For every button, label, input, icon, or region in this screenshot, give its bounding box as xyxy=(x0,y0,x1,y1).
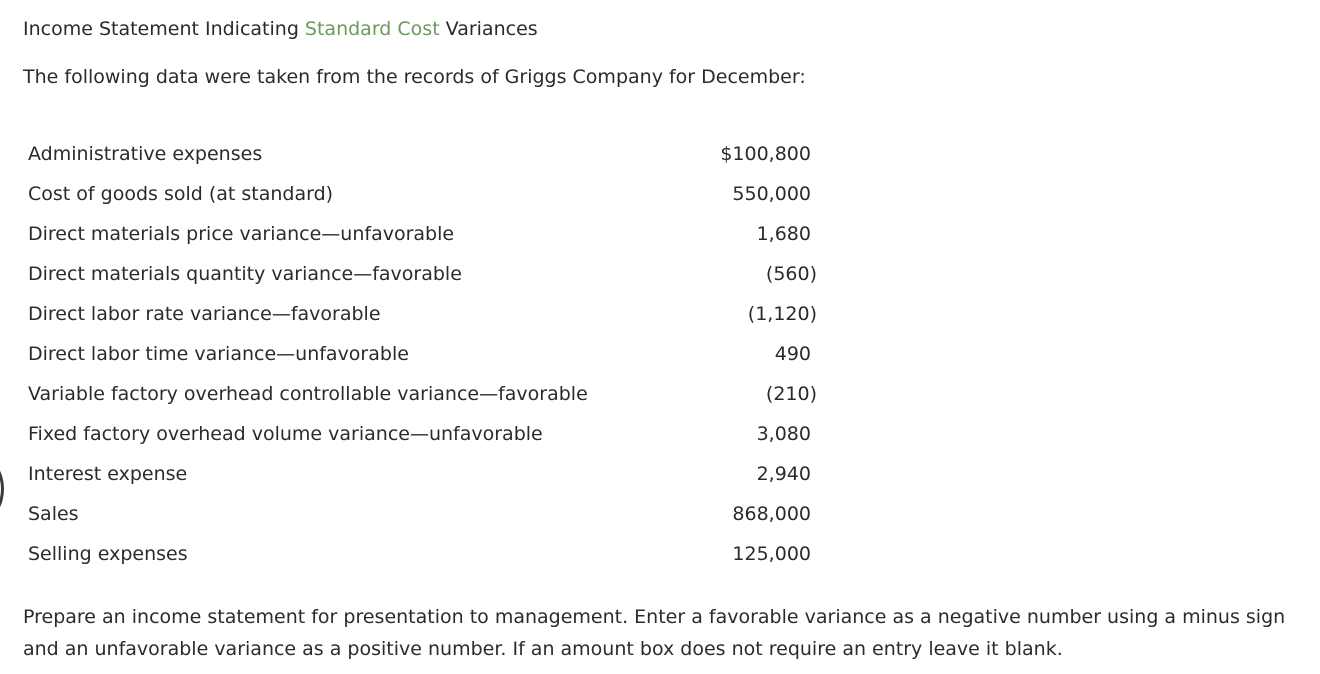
row-label: Sales xyxy=(28,503,79,525)
table-row xyxy=(28,375,828,415)
title-suffix: Variances xyxy=(439,18,538,40)
table-row xyxy=(28,295,828,335)
table-row xyxy=(28,335,828,375)
row-value: 2,940 xyxy=(756,463,811,485)
row-value: 3,080 xyxy=(756,423,811,445)
table-row xyxy=(28,135,828,175)
row-value: (1,120) xyxy=(747,303,817,325)
records-table xyxy=(28,135,828,575)
table-row xyxy=(28,215,828,255)
standard-cost-link[interactable]: Standard Cost xyxy=(304,18,440,40)
table-row xyxy=(28,415,828,455)
page-title xyxy=(23,17,538,41)
table-row xyxy=(28,255,828,295)
row-label: Direct materials price variance—unfavorable xyxy=(28,223,455,245)
row-label: Direct labor rate variance—favorable xyxy=(28,303,381,325)
row-label: Variable factory overhead controllable variance—favorable xyxy=(28,383,588,405)
row-label: Administrative expenses xyxy=(28,143,263,165)
instructions-text: Prepare an income statement for presentation to management. Enter a favorable variance as a negative number using a minus sign and an unfavorable variance as a positive number. If an amount box does not require an entry leave it blank. xyxy=(23,606,1286,660)
row-label: Direct materials quantity variance—favorable xyxy=(28,263,462,285)
row-value: 1,680 xyxy=(756,223,811,245)
title-prefix: Income Statement Indicating xyxy=(23,18,305,40)
row-value: (210) xyxy=(765,383,817,405)
row-label: Direct labor time variance—unfavorable xyxy=(28,343,409,365)
table-row xyxy=(28,535,828,575)
row-label: Fixed factory overhead volume variance—unfavorable xyxy=(28,423,543,445)
table-row xyxy=(28,455,828,495)
row-label: Interest expense xyxy=(28,463,188,485)
intro-text: The following data were taken from the records of Griggs Company for December: xyxy=(23,66,806,88)
row-value: 868,000 xyxy=(732,503,811,525)
row-label: Selling expenses xyxy=(28,543,188,565)
row-value: 490 xyxy=(774,343,811,365)
row-value: $100,800 xyxy=(720,143,811,165)
row-value: (560) xyxy=(765,263,817,285)
table-row xyxy=(28,175,828,215)
row-value: 125,000 xyxy=(732,543,811,565)
scroll-indicator-circle[interactable] xyxy=(0,458,4,520)
table-row xyxy=(28,495,828,535)
row-value: 550,000 xyxy=(732,183,811,205)
row-label: Cost of goods sold (at standard) xyxy=(28,183,334,205)
